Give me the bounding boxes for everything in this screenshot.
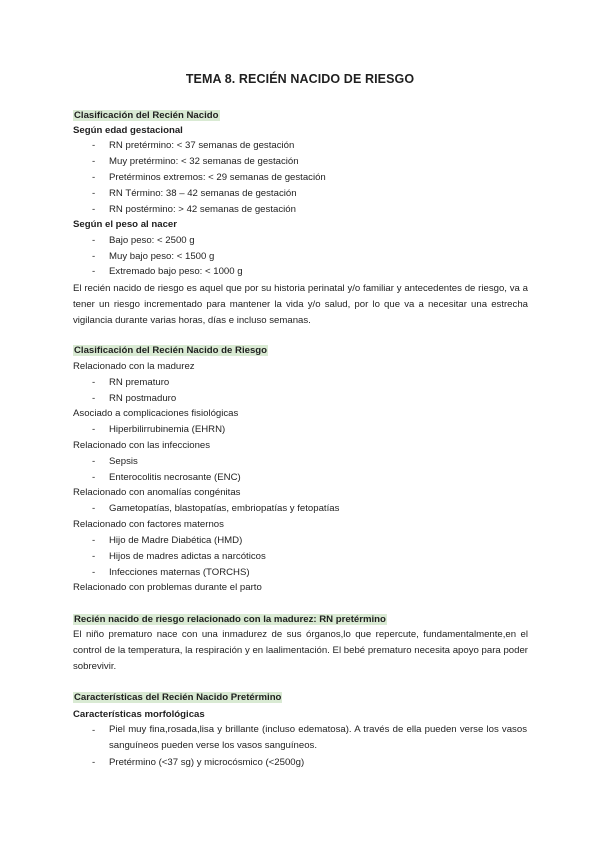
- group-label: Relacionado con anomalías congénitas: [73, 487, 241, 498]
- group-label: Relacionado con la madurez: [73, 361, 195, 372]
- paragraph: El niño prematuro nace con una inmadurez de sus órganos,lo que repercute, fundamentalmente,en el control de la temperatura, la respiración y en laalimentación. El bebé prematuro necesita apoyo para poder sobrevivir.: [73, 629, 528, 672]
- section-heading: [73, 345, 268, 357]
- list-item-text: Piel muy fina,rosada,lisa y brillante (incluso edematosa). A través de ella pueden verse los vasos sanguíneos pueden verse los vasos sanguíneos.: [109, 724, 527, 751]
- section-heading: [73, 692, 282, 704]
- highlighted-heading: Características del Recién Nacido Pretérmino: [74, 692, 282, 703]
- group-label: Relacionado con problemas durante el parto: [73, 582, 262, 593]
- highlighted-heading: Recién nacido de riesgo relacionado con la madurez: RN pretérmino: [74, 614, 386, 625]
- subheading: Características morfológicas: [73, 709, 205, 720]
- group-label: Relacionado con factores maternos: [73, 519, 224, 530]
- subheading: Según edad gestacional: [73, 125, 183, 136]
- highlighted-heading: Clasificación del Recién Nacido de Riesgo: [74, 345, 267, 356]
- group-label: Asociado a complicaciones fisiológicas: [73, 408, 239, 419]
- group-label: Relacionado con las infecciones: [73, 440, 211, 451]
- section-heading: [73, 110, 220, 122]
- highlighted-heading: Clasificación del Recién Nacido: [74, 110, 219, 121]
- document-page: TEMA 8. RECIÉN NACIDO DE RIESGO Clasificación del Recién Nacido Según edad gestacional - RN pretérmino: < 37 semanas de gestación - Muy pretérmino: < 32 semanas de gestación - Pretérminos extremos: < 29 semanas de gestación - RN Término: 38 – 42 semanas de gestación - RN postérmino: > 42 semanas de gestación Según el peso al nacer - Bajo peso: < 2500 g - Muy bajo peso: < 1500 g - Extremado bajo peso: < 1000 g El recién nacido de riesgo es aquel que por su historia perinatal y/o familiar y antecedentes de riesgo, va a tener un riesgo incrementado para mantener la vida y/o salud, por lo que va a necesitar una estrecha vigilancia durante varias horas, días e incluso semanas. Clasificación del Recién Nacido de Riesgo Relacionado con la madurez - RN prematuro - RN postmaduro Asociado a complicaciones fisiológicas - Hiperbilirrubinemia (EHRN) Relacionado con las infecciones - Sepsis - Enterocolitis necrosante (ENC) Relacionado con anomalías congénitas - Gametopatías, blastopatías, embriopatías y fetopatías Relacionado con factores maternos - Hijo de Madre Diabética (HMD) - Hijos de madres adictas a narcóticos - Infecciones maternas (TORCHS) Relacionado con problemas durante el parto Recién nacido de riesgo relacionado con la madurez: RN pretérmino El niño prematuro nace con una inmadurez de sus órganos,lo que repercute, fundamentalmente,en el control de la temperatura, la respiración y en laalimentación. El bebé prematuro necesita apoyo para poder sobrevivir. Características del Recién Nacido Pretérmino Características morfológicas - Piel muy fina,rosada,lisa y brillante (incluso edematosa). A través de ella pueden verse los vasos sanguíneos pueden verse los vasos sanguíneos. - Pretérmino (<37 sg) y microcósmico (<2500g): [0, 0, 600, 848]
- section-heading: [73, 614, 387, 626]
- page-title: TEMA 8. RECIÉN NACIDO DE RIESGO: [185, 72, 415, 86]
- paragraph: El recién nacido de riesgo es aquel que por su historia perinatal y/o familiar y antecedentes de riesgo, va a tener un riesgo incrementado para mantener la vida y/o salud, por lo que va a necesitar una estrecha vigilancia durante varias horas, días e incluso semanas.: [73, 283, 528, 326]
- subheading: Según el peso al nacer: [73, 219, 177, 230]
